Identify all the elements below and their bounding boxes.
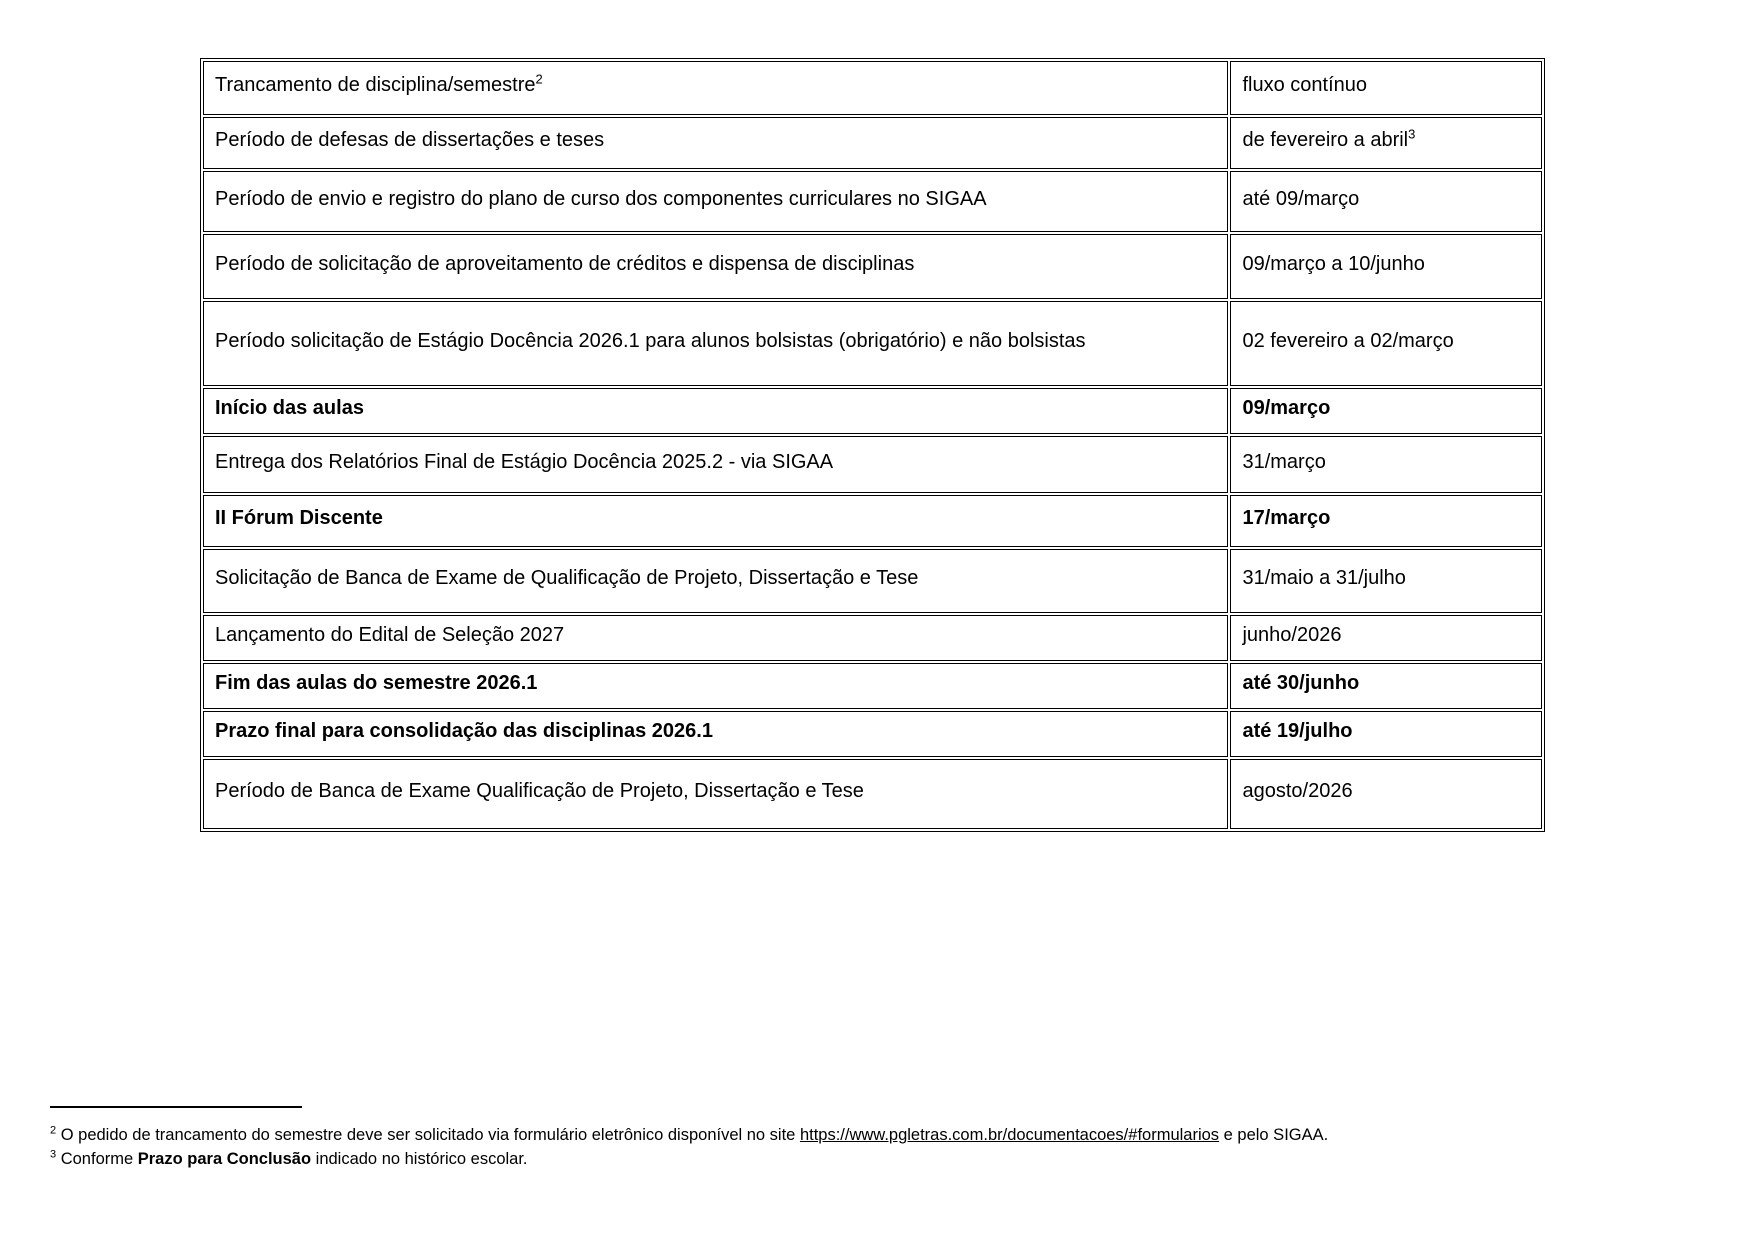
footnote-3-text-before: Conforme [60, 1149, 138, 1168]
table-row [203, 495, 1542, 547]
event-label: Entrega dos Relatórios Final de Estágio Docência 2025.2 - via SIGAA [215, 450, 834, 473]
event-date-cell [1230, 759, 1542, 829]
event-label: II Fórum Discente [215, 507, 383, 529]
table-row [203, 61, 1542, 115]
event-date: 09/março [1242, 397, 1331, 419]
footnote-reference-superscript: 2 [535, 71, 543, 87]
event-date: de fevereiro a abril [1242, 129, 1409, 151]
table-row [203, 663, 1542, 709]
table-row [203, 117, 1542, 169]
footnote-2-text-after: e pelo SIGAA. [1219, 1126, 1329, 1144]
event-label-cell [203, 549, 1228, 613]
event-label: Solicitação de Banca de Exame de Qualificação de Projeto, Dissertação e Tese [215, 567, 919, 589]
event-date-cell [1230, 549, 1542, 613]
event-date-cell [1230, 301, 1542, 386]
event-date-cell [1230, 171, 1542, 232]
event-label-cell [203, 61, 1228, 115]
event-label-cell [203, 234, 1228, 299]
event-label-cell [203, 117, 1228, 169]
event-date: 31/maio a 31/julho [1242, 567, 1406, 589]
event-label-cell [203, 711, 1228, 757]
event-date: 31/março [1242, 450, 1326, 473]
footnote-3 [50, 1148, 1710, 1172]
table-row [203, 615, 1542, 661]
event-date: até 30/junho [1242, 672, 1360, 694]
event-date-cell [1230, 495, 1542, 547]
table-row [203, 234, 1542, 299]
footnote-3-text-after: indicado no histórico escolar. [311, 1149, 528, 1168]
table-row [203, 711, 1542, 757]
event-date-cell [1230, 436, 1542, 493]
event-label: Início das aulas [215, 397, 364, 419]
event-date: agosto/2026 [1242, 780, 1353, 802]
event-date-cell [1230, 615, 1542, 661]
event-label: Período de Banca de Exame Qualificação de Projeto, Dissertação e Tese [215, 780, 864, 802]
event-label: Trancamento de disciplina/semestre [215, 74, 536, 96]
event-date-cell [1230, 388, 1542, 434]
event-label: Fim das aulas do semestre 2026.1 [215, 672, 538, 694]
event-label-cell [203, 301, 1228, 386]
event-date: até 19/julho [1242, 720, 1353, 742]
footnote-3-bold-term: Prazo para Conclusão [137, 1149, 312, 1168]
table-row [203, 301, 1542, 386]
event-date-cell [1230, 711, 1542, 757]
event-label: Período de envio e registro do plano de curso dos componentes curriculares no SIGAA [215, 187, 987, 210]
event-label-cell [203, 663, 1228, 709]
event-date: junho/2026 [1242, 624, 1342, 646]
event-date-cell [1230, 234, 1542, 299]
footnote-2 [50, 1124, 1710, 1148]
event-date-cell [1230, 61, 1542, 115]
footnotes-section [50, 1106, 1710, 1171]
footnote-2-text-before: O pedido de trancamento do semestre deve ser solicitado via formulário eletrônico disponível no site [60, 1126, 800, 1144]
footnote-reference-superscript: 3 [1408, 126, 1416, 142]
table-row [203, 388, 1542, 434]
table-row [203, 171, 1542, 232]
academic-calendar-table [200, 58, 1545, 832]
event-label-cell [203, 615, 1228, 661]
event-label-cell [203, 171, 1228, 232]
event-date: 02 fevereiro a 02/março [1242, 329, 1454, 352]
event-label-cell [203, 388, 1228, 434]
event-date: 09/março a 10/junho [1242, 252, 1425, 275]
event-label: Período solicitação de Estágio Docência 2026.1 para alunos bolsistas (obrigatório) e não bolsistas [215, 329, 1086, 352]
table-row [203, 759, 1542, 829]
table-row [203, 436, 1542, 493]
event-label: Lançamento do Edital de Seleção 2027 [215, 624, 565, 646]
footnote-3-marker: 3 [50, 1148, 57, 1160]
academic-calendar-table-wrap [200, 58, 1545, 832]
event-label: Período de defesas de dissertações e teses [215, 129, 605, 151]
event-label-cell [203, 436, 1228, 493]
footnote-separator-line [50, 1106, 302, 1108]
event-label-cell [203, 759, 1228, 829]
event-date-cell [1230, 117, 1542, 169]
event-label: Período de solicitação de aproveitamento de créditos e dispensa de disciplinas [215, 252, 915, 275]
table-row [203, 549, 1542, 613]
event-date: 17/março [1242, 507, 1331, 529]
event-date: fluxo contínuo [1242, 74, 1367, 96]
event-date-cell [1230, 663, 1542, 709]
formularios-link[interactable]: https://www.pgletras.com.br/documentacoes/#formularios [799, 1126, 1220, 1144]
event-label-cell [203, 495, 1228, 547]
footnote-2-marker: 2 [50, 1124, 57, 1137]
event-label: Prazo final para consolidação das disciplinas 2026.1 [215, 720, 713, 742]
event-date: até 09/março [1242, 187, 1360, 210]
